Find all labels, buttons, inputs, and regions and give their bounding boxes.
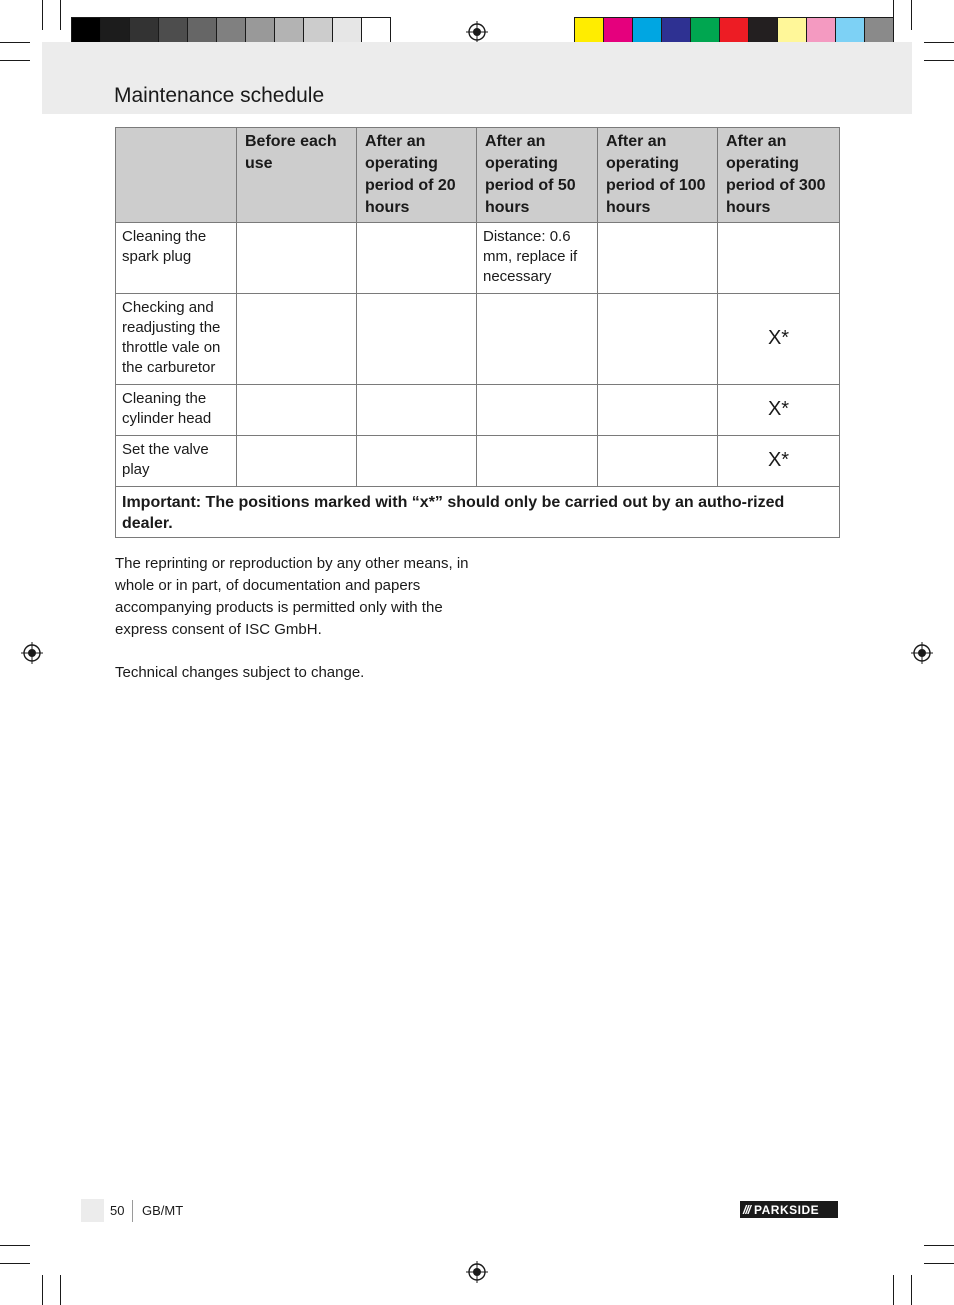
color-swatch [806,18,835,45]
registration-mark-icon [466,1261,488,1283]
color-swatch [187,18,216,45]
table-cell [357,436,477,487]
registration-mark-icon [466,21,488,43]
table-cell [477,294,598,385]
column-header: After an operating period of 50 hours [477,128,598,223]
table-cell [598,385,718,436]
table-cell [237,223,357,294]
color-swatch [245,18,274,45]
table-row [116,294,840,385]
crop-mark [924,60,954,61]
task-cell: Cleaning the spark plug [116,223,237,294]
crop-mark [42,1275,43,1305]
color-swatch [72,18,100,45]
crop-mark [60,1275,61,1305]
table-cell [598,436,718,487]
table-cell [598,294,718,385]
important-note: Important: The positions marked with “x*” should only be carried out by an autho-rized dealer. [116,487,840,538]
task-cell: Checking and readjusting the throttle vale on the carburetor [116,294,237,385]
table-cell: Distance: 0.6 mm, replace if necessary [477,223,598,294]
color-swatch [332,18,361,45]
table-cell [718,223,840,294]
registration-mark-icon [21,642,43,664]
task-cell: Set the valve play [116,436,237,487]
parkside-logo [740,1201,838,1218]
crop-mark [911,1275,912,1305]
technical-changes-paragraph: Technical changes subject to change. [115,664,365,681]
footer-divider [132,1200,133,1222]
table-row [116,223,840,294]
mark-cell: X* [718,385,840,436]
table-cell [237,385,357,436]
crop-mark [924,1263,954,1264]
crop-mark [60,0,61,30]
color-swatch [158,18,187,45]
footer-box [81,1199,104,1222]
column-header: Before each use [237,128,357,223]
table-row [116,385,840,436]
color-swatch [129,18,158,45]
color-swatch [748,18,777,45]
color-swatch [100,18,129,45]
maintenance-table [115,127,840,538]
table-cell [477,385,598,436]
color-swatch [603,18,632,45]
crop-mark [924,42,954,43]
color-swatch [661,18,690,45]
registration-mark-icon [911,642,933,664]
crop-mark [911,0,912,30]
logo-mark: /// [743,1202,751,1217]
table-cell [357,294,477,385]
column-header [116,128,237,223]
table-cell [357,385,477,436]
page-number: 50 [110,1203,125,1218]
crop-mark [42,0,43,30]
color-swatch [864,18,893,45]
color-swatch [719,18,748,45]
color-swatch [216,18,245,45]
language-code: GB/MT [142,1203,184,1218]
table-note-row [116,487,840,538]
mark-cell: X* [718,294,840,385]
table-header-row [116,128,840,223]
color-swatch [361,18,390,45]
crop-mark [0,60,30,61]
crop-mark [0,42,30,43]
column-header: After an operating period of 300 hours [718,128,840,223]
color-swatch [835,18,864,45]
column-header: After an operating period of 100 hours [598,128,718,223]
page-title: Maintenance schedule [114,84,325,107]
task-cell: Cleaning the cylinder head [116,385,237,436]
table-row [116,436,840,487]
color-swatch [274,18,303,45]
color-swatch [777,18,806,45]
table-cell [598,223,718,294]
color-swatch [303,18,332,45]
table-cell [357,223,477,294]
mark-cell: X* [718,436,840,487]
crop-mark [924,1245,954,1246]
crop-mark [0,1263,30,1264]
color-swatch [690,18,719,45]
logo-text: PARKSIDE [754,1202,820,1217]
column-header: After an operating period of 20 hours [357,128,477,223]
table-cell [237,294,357,385]
color-swatch [575,18,603,45]
table-cell [477,436,598,487]
copyright-paragraph: The reprinting or reproduction by any other means, in whole or in part, of documentation and papers accompanying products is permitted only with the express consent of ISC GmbH. [115,555,469,638]
crop-mark [0,1245,30,1246]
table-cell [237,436,357,487]
crop-mark [893,1275,894,1305]
color-swatch [632,18,661,45]
